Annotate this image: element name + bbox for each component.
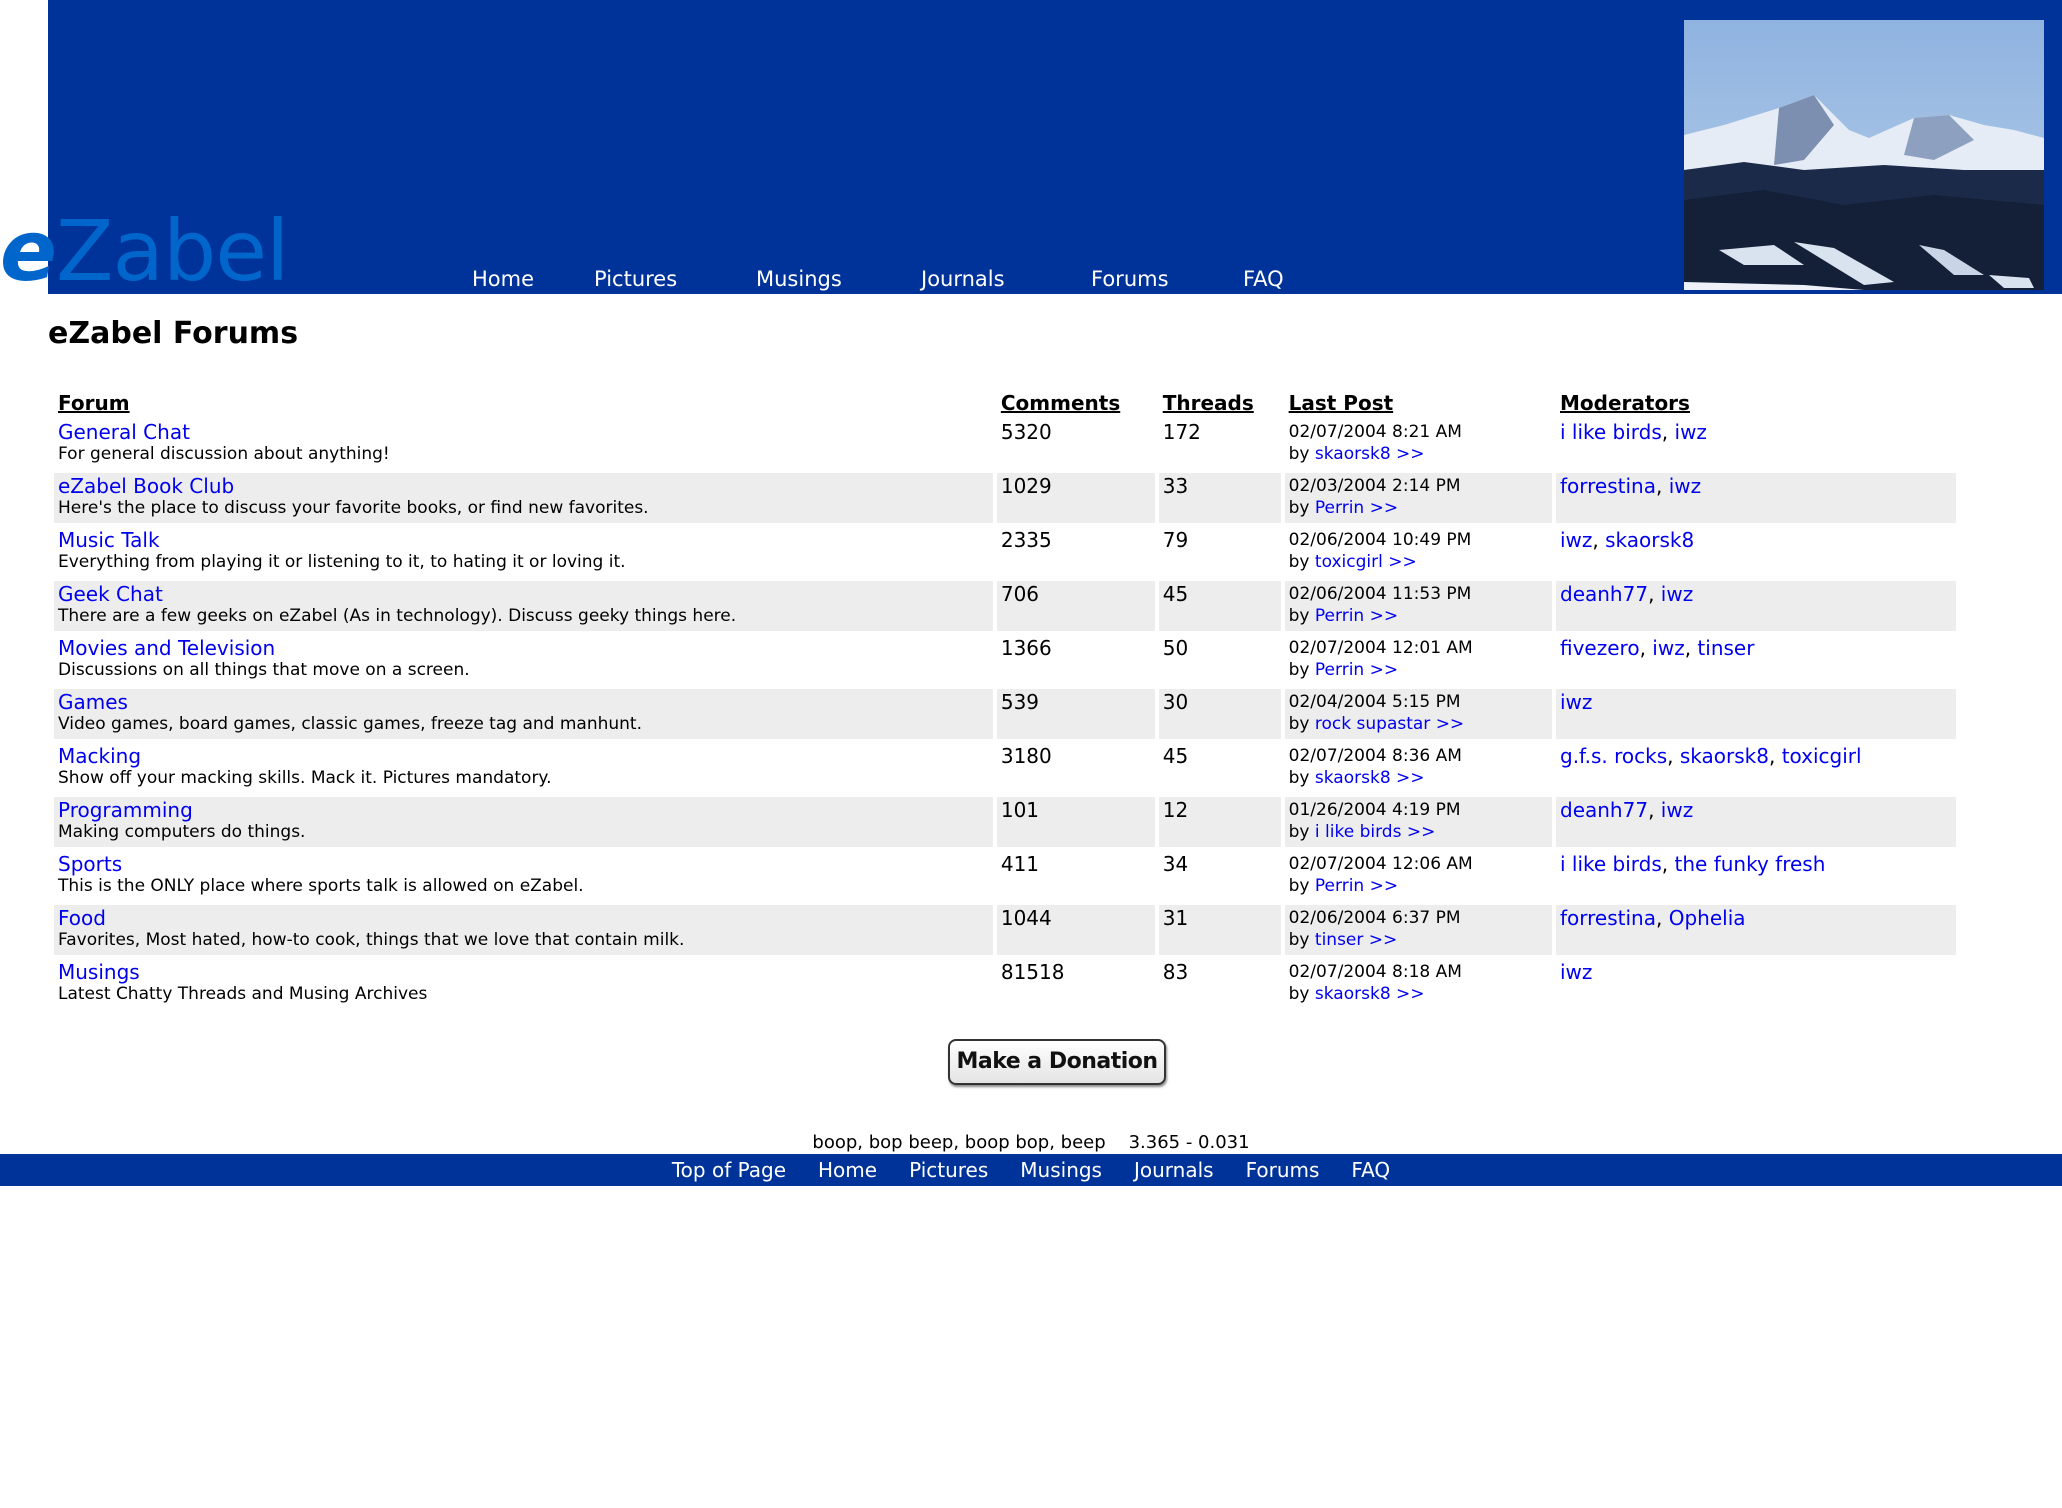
footer-nav [0, 1154, 2062, 1186]
last-post-date: 02/07/2004 8:21 AM [1288, 422, 1462, 442]
by-label: by [1288, 660, 1315, 680]
footer-musings[interactable]: Musings [1020, 1158, 1102, 1182]
threads-count: 45 [1159, 581, 1281, 631]
threads-count: 31 [1159, 905, 1281, 955]
header-last-post: Last Post [1288, 391, 1394, 415]
last-post-date: 02/04/2004 5:15 PM [1288, 692, 1461, 712]
moderator-link[interactable]: i like birds [1560, 852, 1662, 876]
table-row [54, 581, 1956, 631]
last-post-cell [1285, 581, 1552, 631]
last-post-cell [1285, 689, 1552, 739]
moderator-link[interactable]: iwz [1652, 636, 1685, 660]
forum-description: Latest Chatty Threads and Musing Archives [58, 984, 428, 1004]
moderator-link[interactable]: iwz [1668, 474, 1702, 498]
nav-faq[interactable]: FAQ [1243, 267, 1284, 291]
threads-count: 50 [1162, 636, 1189, 660]
threads-count: 83 [1162, 960, 1189, 984]
forum-link[interactable]: Sports [58, 852, 123, 876]
forum-description: Here's the place to discuss your favorite books, or find new favorites. [58, 498, 649, 518]
moderator-link[interactable]: tinser [1697, 636, 1755, 660]
comments-count: 101 [997, 797, 1155, 847]
last-post-author-link[interactable]: i like birds >> [1314, 822, 1436, 842]
footer-pictures[interactable]: Pictures [909, 1158, 989, 1182]
forum-description: Show off your macking skills. Mack it. Pictures mandatory. [58, 768, 552, 788]
footer-journals[interactable]: Journals [1133, 1158, 1214, 1182]
forum-link[interactable]: Musings [58, 960, 140, 984]
by-label: by [1288, 876, 1315, 896]
moderator-link[interactable]: iwz [1660, 582, 1694, 606]
forum-description: For general discussion about anything! [58, 444, 390, 464]
forum-link[interactable]: eZabel Book Club [58, 474, 235, 498]
moderators-cell: deanh77, iwz [1556, 797, 1956, 847]
last-post-cell [1285, 959, 1552, 1009]
moderators-cell: g.f.s. rocks, skaorsk8, toxicgirl [1560, 744, 1862, 768]
make-donation-button[interactable]: Make a Donation [948, 1039, 1166, 1085]
footer-faq[interactable]: FAQ [1351, 1158, 1391, 1182]
logo-e: e [0, 202, 56, 300]
last-post-author-link[interactable]: skaorsk8 >> [1314, 768, 1425, 788]
last-post-cell [1285, 797, 1552, 847]
last-post-cell [1285, 635, 1552, 685]
comments-count: 2335 [1000, 528, 1052, 552]
forum-description: This is the ONLY place where sports talk is allowed on eZabel. [58, 876, 584, 896]
last-post-author-link[interactable]: Perrin >> [1314, 876, 1399, 896]
forum-link[interactable]: Movies and Television [58, 636, 276, 660]
last-post-date: 02/03/2004 2:14 PM [1288, 476, 1461, 496]
by-label: by [1288, 552, 1315, 572]
moderators-cell: i like birds, the funky fresh [1560, 852, 1826, 876]
moderator-link[interactable]: iwz [1560, 690, 1593, 714]
moderator-link[interactable]: deanh77 [1560, 582, 1649, 606]
forum-cell [54, 473, 993, 523]
forum-cell [54, 905, 993, 955]
last-post-author-link[interactable]: skaorsk8 >> [1314, 444, 1425, 464]
table-row [54, 797, 1956, 847]
main-nav [0, 265, 1300, 293]
last-post-date: 02/07/2004 12:01 AM [1288, 638, 1473, 658]
moderator-link[interactable]: iwz [1560, 960, 1593, 984]
last-post-cell [1285, 851, 1552, 901]
moderator-link[interactable]: forrestina [1560, 906, 1656, 930]
comments-count: 1044 [997, 905, 1155, 955]
last-post-date: 01/26/2004 4:19 PM [1288, 800, 1461, 820]
table-row [54, 689, 1956, 739]
last-post-date: 02/06/2004 10:49 PM [1288, 530, 1472, 550]
moderator-link[interactable]: deanh77 [1560, 798, 1649, 822]
forum-cell [54, 635, 993, 685]
comments-count: 81518 [1000, 960, 1065, 984]
moderator-link[interactable]: g.f.s. rocks [1560, 744, 1668, 768]
forum-description: There are a few geeks on eZabel (As in technology). Discuss geeky things here. [58, 606, 737, 626]
forum-link[interactable]: Games [58, 690, 128, 714]
moderators-cell: i like birds, iwz [1560, 420, 1707, 444]
moderator-link[interactable]: Ophelia [1668, 906, 1746, 930]
moderators-cell: iwz, skaorsk8 [1560, 528, 1695, 552]
moderator-link[interactable]: iwz [1660, 798, 1694, 822]
last-post-date: 02/07/2004 8:36 AM [1288, 746, 1462, 766]
last-post-cell [1285, 419, 1552, 469]
by-label: by [1288, 606, 1315, 626]
by-label: by [1288, 768, 1315, 788]
comments-count: 3180 [1000, 744, 1052, 768]
threads-count: 45 [1162, 744, 1189, 768]
forum-link[interactable]: Macking [58, 744, 142, 768]
table-row [54, 473, 1956, 523]
header-forum: Forum [58, 391, 130, 415]
moderators-cell: forrestina, Ophelia [1556, 905, 1956, 955]
table-row [54, 851, 1956, 901]
nav-forums[interactable]: Forums [1091, 267, 1169, 291]
page-title: eZabel Forums [48, 316, 299, 351]
by-label: by [1288, 498, 1315, 518]
by-label: by [1288, 822, 1315, 842]
threads-count: 12 [1159, 797, 1281, 847]
header-comments: Comments [1000, 391, 1121, 415]
footer-tagline: boop, bop beep, boop bop, beep 3.365 - 0.031 [812, 1132, 1250, 1153]
by-label: by [1288, 930, 1315, 950]
forum-cell [54, 851, 993, 901]
forum-cell [54, 581, 993, 631]
table-row [54, 905, 1956, 955]
moderator-link[interactable]: i like birds [1560, 420, 1662, 444]
moderator-link[interactable]: iwz [1560, 528, 1593, 552]
last-post-author-link[interactable]: rock supastar >> [1314, 714, 1465, 734]
forum-link[interactable]: General Chat [58, 420, 190, 444]
forum-cell [54, 743, 993, 793]
moderator-link[interactable]: forrestina [1560, 474, 1656, 498]
forum-link[interactable]: Geek Chat [58, 582, 163, 606]
forum-cell [54, 797, 993, 847]
threads-count: 30 [1159, 689, 1281, 739]
last-post-cell [1285, 905, 1552, 955]
table-header-row [54, 389, 1956, 415]
site-header [0, 0, 2062, 300]
last-post-author-link[interactable]: tinser >> [1314, 930, 1398, 950]
last-post-author-link[interactable]: Perrin >> [1314, 606, 1399, 626]
comments-count: 411 [1000, 852, 1040, 876]
comments-count: 1029 [997, 473, 1155, 523]
comments-count: 706 [997, 581, 1155, 631]
footer-home[interactable]: Home [818, 1158, 878, 1182]
forum-cell [54, 689, 993, 739]
moderators-cell: fivezero, iwz, tinser [1560, 636, 1755, 660]
nav-pictures[interactable]: Pictures [594, 267, 678, 291]
last-post-author-link[interactable]: toxicgirl >> [1314, 552, 1417, 572]
table-row [54, 959, 1956, 1009]
forum-link[interactable]: Food [58, 906, 106, 930]
last-post-cell [1285, 473, 1552, 523]
threads-count: 79 [1162, 528, 1189, 552]
forum-cell [54, 419, 993, 469]
last-post-author-link[interactable]: skaorsk8 >> [1314, 984, 1425, 1004]
last-post-cell [1285, 743, 1552, 793]
moderator-link[interactable]: the funky fresh [1674, 852, 1826, 876]
comments-count: 5320 [1000, 420, 1052, 444]
last-post-author-link[interactable]: Perrin >> [1314, 660, 1399, 680]
moderator-link[interactable]: fivezero [1560, 636, 1640, 660]
moderator-link[interactable]: skaorsk8 [1605, 528, 1695, 552]
moderators-cell: forrestina, iwz [1556, 473, 1956, 523]
nav-home[interactable]: Home [472, 267, 535, 291]
last-post-date: 02/06/2004 11:53 PM [1288, 584, 1472, 604]
header-threads: Threads [1162, 391, 1254, 415]
moderator-link[interactable]: skaorsk8 [1679, 744, 1769, 768]
table-row [54, 635, 1956, 685]
comments-count: 539 [997, 689, 1155, 739]
by-label: by [1288, 444, 1315, 464]
table-row [54, 527, 1956, 577]
forum-description: Making computers do things. [58, 822, 306, 842]
forum-description: Everything from playing it or listening to it, to hating it or loving it. [58, 552, 626, 572]
last-post-date: 02/07/2004 12:06 AM [1288, 854, 1473, 874]
footer-top-of-page[interactable]: Top of Page [671, 1158, 787, 1182]
by-label: by [1288, 714, 1315, 734]
forum-link[interactable]: Programming [58, 798, 193, 822]
forums-table [50, 385, 1960, 1013]
moderator-link[interactable]: toxicgirl [1781, 744, 1862, 768]
table-row [54, 419, 1956, 469]
footer-forums[interactable]: Forums [1245, 1158, 1320, 1182]
by-label: by [1288, 984, 1315, 1004]
forum-cell [54, 527, 993, 577]
threads-count: 33 [1159, 473, 1281, 523]
last-post-date: 02/06/2004 6:37 PM [1288, 908, 1461, 928]
header-moderators: Moderators [1560, 391, 1690, 415]
moderators-cell [1556, 959, 1956, 1009]
last-post-date: 02/07/2004 8:18 AM [1288, 962, 1462, 982]
moderators-cell: deanh77, iwz [1556, 581, 1956, 631]
last-post-author-link[interactable]: Perrin >> [1314, 498, 1399, 518]
last-post-cell [1285, 527, 1552, 577]
comments-count: 1366 [1000, 636, 1052, 660]
nav-journals[interactable]: Journals [921, 267, 1005, 291]
logo-rest: Zabel [55, 202, 289, 300]
table-row [54, 743, 1956, 793]
mountain-photo [1684, 20, 2044, 290]
moderator-link[interactable]: iwz [1674, 420, 1707, 444]
threads-count: 34 [1162, 852, 1189, 876]
moderators-cell [1556, 689, 1956, 739]
forum-cell [54, 959, 993, 1009]
forum-link[interactable]: Music Talk [58, 528, 160, 552]
forum-description: Video games, board games, classic games, freeze tag and manhunt. [58, 714, 642, 734]
forum-description: Favorites, Most hated, how-to cook, things that we love that contain milk. [58, 930, 685, 950]
forum-description: Discussions on all things that move on a screen. [58, 660, 470, 680]
nav-musings[interactable]: Musings [756, 267, 842, 291]
threads-count: 172 [1162, 420, 1201, 444]
